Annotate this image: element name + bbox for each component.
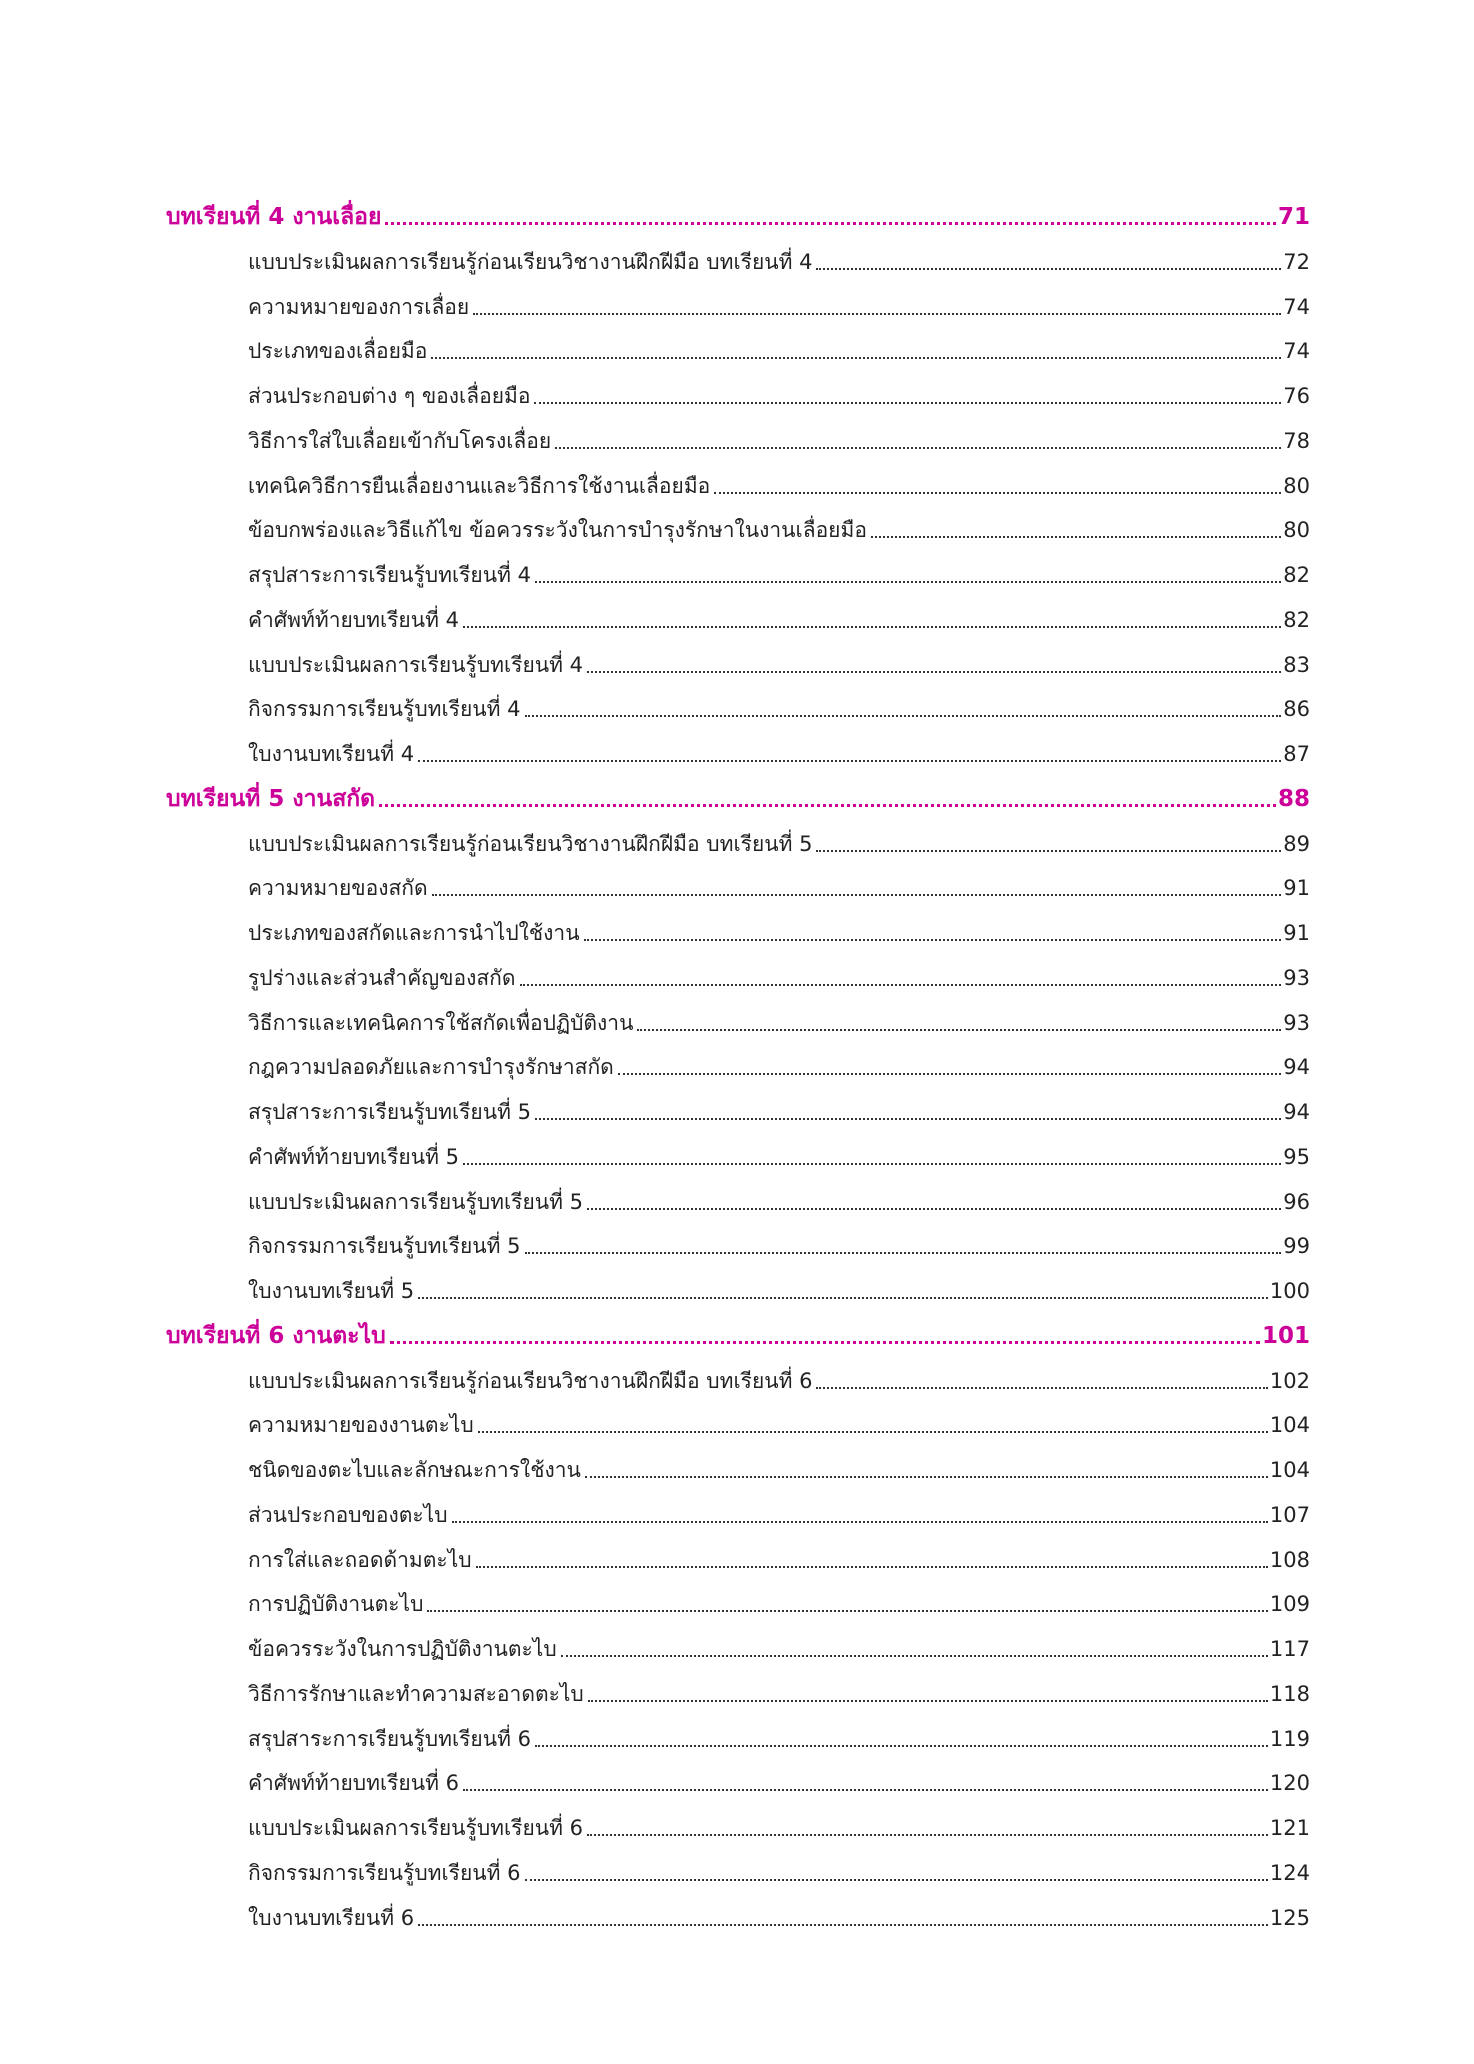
toc-entry	[0, 817, 1474, 859]
toc-entry	[0, 682, 1474, 724]
toc-page-number: 96	[1283, 1189, 1310, 1214]
toc-entry	[0, 1846, 1474, 1888]
toc-page-number: 82	[1283, 607, 1310, 632]
toc-page-number: 119	[1269, 1726, 1310, 1751]
dot-leader	[520, 984, 1282, 986]
toc-entry	[0, 369, 1474, 411]
toc-page-number: 102	[1269, 1368, 1310, 1393]
dot-leader	[816, 1387, 1267, 1389]
toc-title: การปฏิบัติงานตะไบ	[248, 1592, 424, 1617]
toc-title: กิจกรรมการเรียนรู้บทเรียนที่ 4	[248, 697, 521, 722]
toc-page-number: 76	[1283, 384, 1310, 408]
toc-title: บทเรียนที่ 4 งานเลื่อย	[166, 204, 382, 230]
toc-title: เทคนิควิธีการยืนเลื่อยงานและวิธีการใช้งานเลื่อยมือ	[248, 473, 711, 498]
dot-leader	[525, 1879, 1268, 1881]
toc-page-number: 125	[1269, 1905, 1310, 1930]
toc-title: แบบประเมินผลการเรียนรู้บทเรียนที่ 5	[248, 1189, 583, 1214]
toc-title: ชนิดของตะไบและลักษณะการใช้งาน	[248, 1458, 581, 1482]
toc-page-number: 109	[1269, 1592, 1310, 1617]
toc-entry	[0, 638, 1474, 680]
toc-page-number: 100	[1269, 1279, 1310, 1303]
toc-entry	[0, 1712, 1474, 1754]
dot-leader	[535, 581, 1281, 583]
toc-page-number: 120	[1269, 1771, 1310, 1796]
dot-leader	[385, 222, 1276, 225]
toc-page-number: 91	[1283, 921, 1310, 945]
toc-page-number: 74	[1283, 294, 1310, 319]
dot-leader	[535, 1118, 1281, 1120]
toc-title: การใส่และถอดด้ามตะไบ	[248, 1547, 472, 1572]
dot-leader	[473, 313, 1281, 315]
toc-title: สรุปสาระการเรียนรู้บทเรียนที่ 4	[248, 563, 531, 587]
toc-title: วิธีการรักษาและทำความสะอาดตะไบ	[248, 1681, 584, 1706]
toc-entry	[0, 1264, 1474, 1306]
dot-leader	[535, 1745, 1268, 1747]
toc-page-number: 94	[1283, 1100, 1310, 1124]
toc-page-number: 104	[1269, 1458, 1310, 1482]
dot-leader	[714, 492, 1281, 494]
toc-title: คำศัพท์ท้ายบทเรียนที่ 6	[248, 1771, 459, 1796]
toc-title: แบบประเมินผลการเรียนรู้ก่อนเรียนวิชางานฝึกฝีมือ บทเรียนที่ 5	[248, 831, 813, 856]
dot-leader	[584, 939, 1282, 941]
toc-page-number: 82	[1283, 563, 1310, 587]
toc-title: วิธีการใส่ใบเลื่อยเข้ากับโครงเลื่อย	[248, 428, 552, 453]
toc-title: ข้อควรระวังในการปฏิบัติงานตะไบ	[248, 1637, 557, 1661]
dot-leader	[390, 1341, 1260, 1344]
toc-page-number: 91	[1283, 876, 1310, 901]
toc-title: คำศัพท์ท้ายบทเรียนที่ 4	[248, 607, 459, 632]
toc-page-number: 72	[1283, 249, 1310, 274]
toc-entry	[0, 1577, 1474, 1619]
toc-page-number: 118	[1269, 1681, 1310, 1706]
dot-leader	[637, 1029, 1281, 1031]
toc-entry	[0, 1622, 1474, 1664]
toc-page-number: 107	[1269, 1502, 1310, 1527]
toc-title: แบบประเมินผลการเรียนรู้บทเรียนที่ 6	[248, 1816, 583, 1840]
toc-title: สรุปสาระการเรียนรู้บทเรียนที่ 5	[248, 1100, 531, 1124]
toc-entry	[0, 459, 1474, 501]
toc-page-number: 89	[1283, 831, 1310, 856]
toc-title: ประเภทของเลื่อยมือ	[248, 339, 428, 364]
toc-page-number: 94	[1283, 1055, 1310, 1080]
dot-leader	[525, 1252, 1282, 1254]
toc-entry	[0, 951, 1474, 993]
toc-title: แบบประเมินผลการเรียนรู้บทเรียนที่ 4	[248, 652, 583, 677]
dot-leader	[587, 1834, 1268, 1836]
toc-entry	[0, 503, 1474, 545]
toc-page-number: 71	[1277, 204, 1310, 230]
toc-entry	[0, 235, 1474, 277]
dot-leader	[816, 850, 1281, 852]
dot-leader	[463, 1789, 1268, 1791]
toc-page-number: 121	[1269, 1816, 1310, 1840]
toc-entry	[0, 414, 1474, 456]
toc-title: รูปร่างและส่วนสำคัญของสกัด	[248, 965, 516, 990]
dot-leader	[379, 804, 1276, 807]
toc-title: วิธีการและเทคนิคการใช้สกัดเพื่อปฏิบัติงาน	[248, 1010, 634, 1035]
toc-page-number: 78	[1283, 428, 1310, 453]
toc-title: ส่วนประกอบของตะไบ	[248, 1502, 448, 1527]
toc-entry	[0, 280, 1474, 322]
toc-entry	[0, 1175, 1474, 1217]
toc-page-number: 95	[1283, 1144, 1310, 1169]
toc-entry	[0, 1488, 1474, 1530]
toc-entry	[0, 996, 1474, 1038]
toc-title: กิจกรรมการเรียนรู้บทเรียนที่ 5	[248, 1234, 521, 1259]
toc-title: บทเรียนที่ 5 งานสกัด	[166, 785, 376, 812]
toc-entry	[0, 548, 1474, 590]
toc-entry	[0, 1040, 1474, 1082]
toc-entry	[0, 1801, 1474, 1843]
toc-title: แบบประเมินผลการเรียนรู้ก่อนเรียนวิชางานฝึกฝีมือ บทเรียนที่ 6	[248, 1368, 813, 1393]
toc-entry	[0, 727, 1474, 769]
toc-page-number: 86	[1283, 697, 1310, 722]
toc-entry	[0, 593, 1474, 635]
toc-title: ใบงานบทเรียนที่ 6	[248, 1905, 415, 1930]
toc-page-number: 117	[1269, 1637, 1310, 1661]
toc-chapter-heading	[0, 1309, 1474, 1351]
dot-leader	[587, 1208, 1281, 1210]
toc-entry	[0, 1443, 1474, 1485]
toc-entry	[0, 1667, 1474, 1709]
toc-page-number: 83	[1283, 652, 1310, 677]
toc-page-number: 108	[1269, 1547, 1310, 1572]
dot-leader	[618, 1073, 1281, 1075]
dot-leader	[432, 894, 1282, 896]
toc-page-number: 80	[1283, 473, 1310, 498]
toc-page-number: 74	[1283, 339, 1310, 364]
toc-entry	[0, 1085, 1474, 1127]
toc-entry	[0, 1756, 1474, 1798]
toc-title: ใบงานบทเรียนที่ 5	[248, 1279, 415, 1303]
toc-title: สรุปสาระการเรียนรู้บทเรียนที่ 6	[248, 1726, 531, 1751]
toc-title: ความหมายของงานตะไบ	[248, 1413, 474, 1438]
dot-leader	[871, 536, 1281, 538]
toc-entry	[0, 1891, 1474, 1933]
toc-entry	[0, 1354, 1474, 1396]
toc-title: ประเภทของสกัดและการนำไปใช้งาน	[248, 921, 580, 945]
dot-leader	[588, 1700, 1268, 1702]
toc-title: ส่วนประกอบต่าง ๆ ของเลื่อยมือ	[248, 384, 531, 408]
toc-title: แบบประเมินผลการเรียนรู้ก่อนเรียนวิชางานฝึกฝีมือ บทเรียนที่ 4	[248, 249, 813, 274]
dot-leader	[431, 357, 1281, 359]
dot-leader	[587, 671, 1281, 673]
dot-leader	[555, 447, 1281, 449]
dot-leader	[525, 715, 1282, 717]
toc-title: บทเรียนที่ 6 งานตะไบ	[166, 1322, 386, 1349]
dot-leader	[463, 1163, 1281, 1165]
toc-entry	[0, 1130, 1474, 1172]
toc-page-number: 124	[1269, 1860, 1310, 1885]
toc-page-number: 104	[1269, 1413, 1310, 1438]
toc-entry	[0, 906, 1474, 948]
dot-leader	[478, 1431, 1268, 1433]
toc-entry	[0, 861, 1474, 903]
dot-leader	[418, 760, 1281, 762]
toc-entry	[0, 1533, 1474, 1575]
toc-chapter-heading	[0, 190, 1474, 232]
toc-entry	[0, 1219, 1474, 1261]
dot-leader	[418, 1297, 1268, 1299]
toc-page-number: 101	[1261, 1322, 1310, 1349]
toc-page-number: 80	[1283, 518, 1310, 543]
toc-page-number: 88	[1277, 785, 1310, 812]
dot-leader	[463, 626, 1281, 628]
toc-title: กฎความปลอดภัยและการบำรุงรักษาสกัด	[248, 1055, 614, 1080]
toc-page-number: 93	[1283, 965, 1310, 990]
toc-title: ข้อบกพร่องและวิธีแก้ไข ข้อควรระวังในการบำรุงรักษาในงานเลื่อยมือ	[248, 518, 867, 543]
toc-entry	[0, 1398, 1474, 1440]
toc-title: คำศัพท์ท้ายบทเรียนที่ 5	[248, 1144, 459, 1169]
dot-leader	[561, 1655, 1268, 1657]
dot-leader	[585, 1476, 1268, 1478]
toc-title: ความหมายของสกัด	[248, 876, 428, 901]
dot-leader	[476, 1566, 1268, 1568]
toc-title: ความหมายของการเลื่อย	[248, 294, 470, 319]
dot-leader	[534, 402, 1281, 404]
toc-chapter-heading	[0, 772, 1474, 814]
toc-page-number: 99	[1283, 1234, 1310, 1259]
toc-entry	[0, 324, 1474, 366]
toc-page-number: 93	[1283, 1010, 1310, 1035]
dot-leader	[427, 1610, 1268, 1612]
dot-leader	[418, 1924, 1268, 1926]
toc-page-number: 87	[1283, 742, 1310, 766]
dot-leader	[452, 1521, 1268, 1523]
toc-title: ใบงานบทเรียนที่ 4	[248, 742, 415, 766]
dot-leader	[816, 268, 1281, 270]
toc-title: กิจกรรมการเรียนรู้บทเรียนที่ 6	[248, 1860, 521, 1885]
